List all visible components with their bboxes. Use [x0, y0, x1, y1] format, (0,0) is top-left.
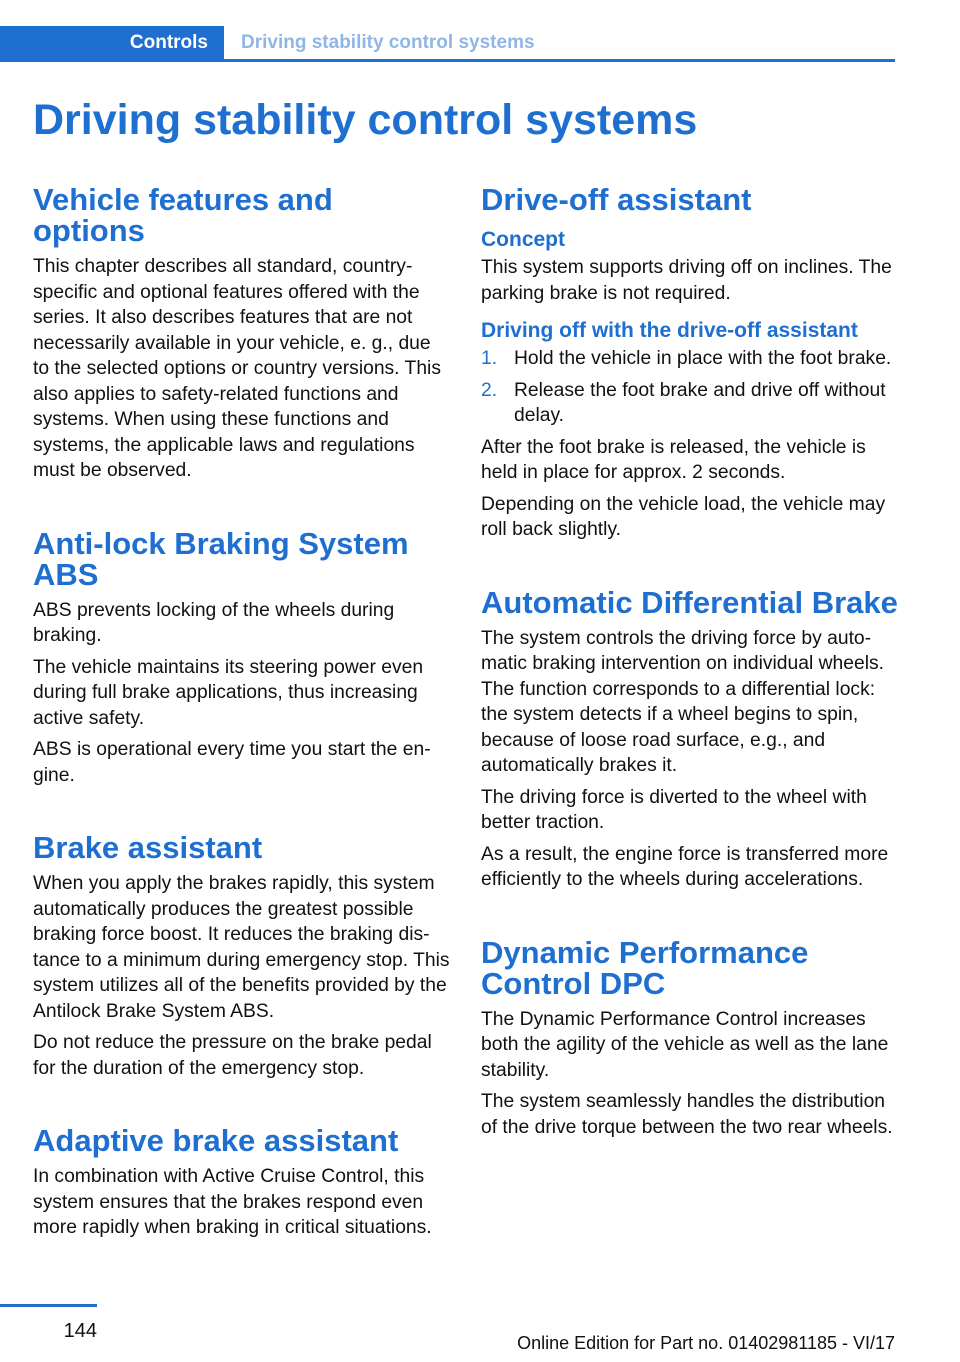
header-bar [0, 26, 895, 62]
section-heading: Dynamic Performance Control DPC [481, 934, 809, 1001]
subsection-heading: Driving off with the drive-off assistant [481, 319, 858, 342]
list-item [481, 346, 899, 372]
step-text: Release the foot brake and drive off without delay. [514, 379, 886, 426]
section-adaptive-brake-assistant [33, 1125, 451, 1241]
left-column [33, 184, 451, 1247]
step-text: Hold the vehicle in place with the foot brake. [514, 348, 892, 369]
paragraph: In combination with Active Cruise Control, this system ensures that the brakes respond even more rapidly when braking in critical situations. [33, 1166, 432, 1238]
paragraph: This chapter describes all standard, country-specific and optional features offered with the series. It also describes features that are not necessarily available in your vehicle, e. g., due to the selected options or country versions. This also applies to safety-related functions and systems. When using these functions and systems, the applicable laws and regulations must be observed. [33, 256, 441, 481]
steps-list [481, 346, 899, 429]
paragraph: The driving force is diverted to the wheel with better traction. [481, 786, 867, 833]
paragraph: The system seamlessly handles the distribution of the drive torque between the two rear wheels. [481, 1091, 893, 1138]
section-tab[interactable]: Controls [0, 26, 224, 60]
list-item [481, 378, 899, 429]
paragraph: As a result, the engine force is transferred more efficiently to the wheels during accelerations. [481, 843, 889, 890]
page-number: 144 [63, 1320, 97, 1342]
footer-rule [0, 1304, 97, 1307]
step-number: 1. [481, 348, 498, 369]
section-vehicle-features [33, 184, 451, 484]
paragraph: The system controls the driving force by automatic braking intervention on individual wheels. The function corresponds to a differential lock: the system detects if a wheel begins to spin, because of loose road surface, e.g., and automatically brakes it. [481, 627, 884, 776]
section-heading: Adaptive brake assistant [33, 1123, 399, 1158]
section-drive-off-assistant [481, 184, 899, 543]
edition-note: Online Edition for Part no. 01402981185 - VI/17 [517, 1333, 895, 1353]
paragraph: When you apply the brakes rapidly, this system automatically produces the greatest possible braking force boost. It reduces the braking distance to a minimum during emergency stop. This system utilizes all of the benefits provided by the Antilock Brake System ABS. [33, 873, 450, 1022]
section-abs [33, 525, 451, 789]
step-number: 2. [481, 379, 498, 401]
paragraph: ABS prevents locking of the wheels during braking. [33, 599, 395, 646]
section-brake-assistant [33, 832, 451, 1081]
right-column [481, 184, 899, 1146]
page-title: Driving stability control systems [33, 96, 698, 144]
section-dynamic-performance-control [481, 934, 899, 1141]
paragraph: The vehicle maintains its steering power even during full brake applications, thus increasing active safety. [33, 656, 424, 729]
section-automatic-differential-brake [481, 584, 899, 893]
paragraph: Do not reduce the pressure on the brake pedal for the duration of the emergency stop. [33, 1032, 432, 1079]
subsection-heading: Concept [481, 228, 565, 251]
breadcrumb[interactable]: Driving stability control systems [241, 32, 535, 53]
paragraph: The Dynamic Performance Control increases both the agility of the vehicle as well as the lane stability. [481, 1008, 889, 1081]
section-heading: Brake assistant [33, 830, 263, 865]
paragraph: Depending on the vehicle load, the vehicle may roll back slightly. [481, 493, 886, 540]
paragraph: ABS is operational every time you start the engine. [33, 739, 431, 786]
section-heading: Automatic Differential Brake [481, 584, 898, 620]
paragraph: This system supports driving off on inclines. The parking brake is not required. [481, 257, 892, 304]
paragraph: After the foot brake is released, the vehicle is held in place for approx. 2 seconds. [481, 436, 866, 483]
section-heading: Vehicle features and options [33, 182, 333, 248]
section-heading: Anti-lock Braking System ABS [33, 525, 409, 592]
section-heading: Drive-off assistant [481, 182, 752, 217]
